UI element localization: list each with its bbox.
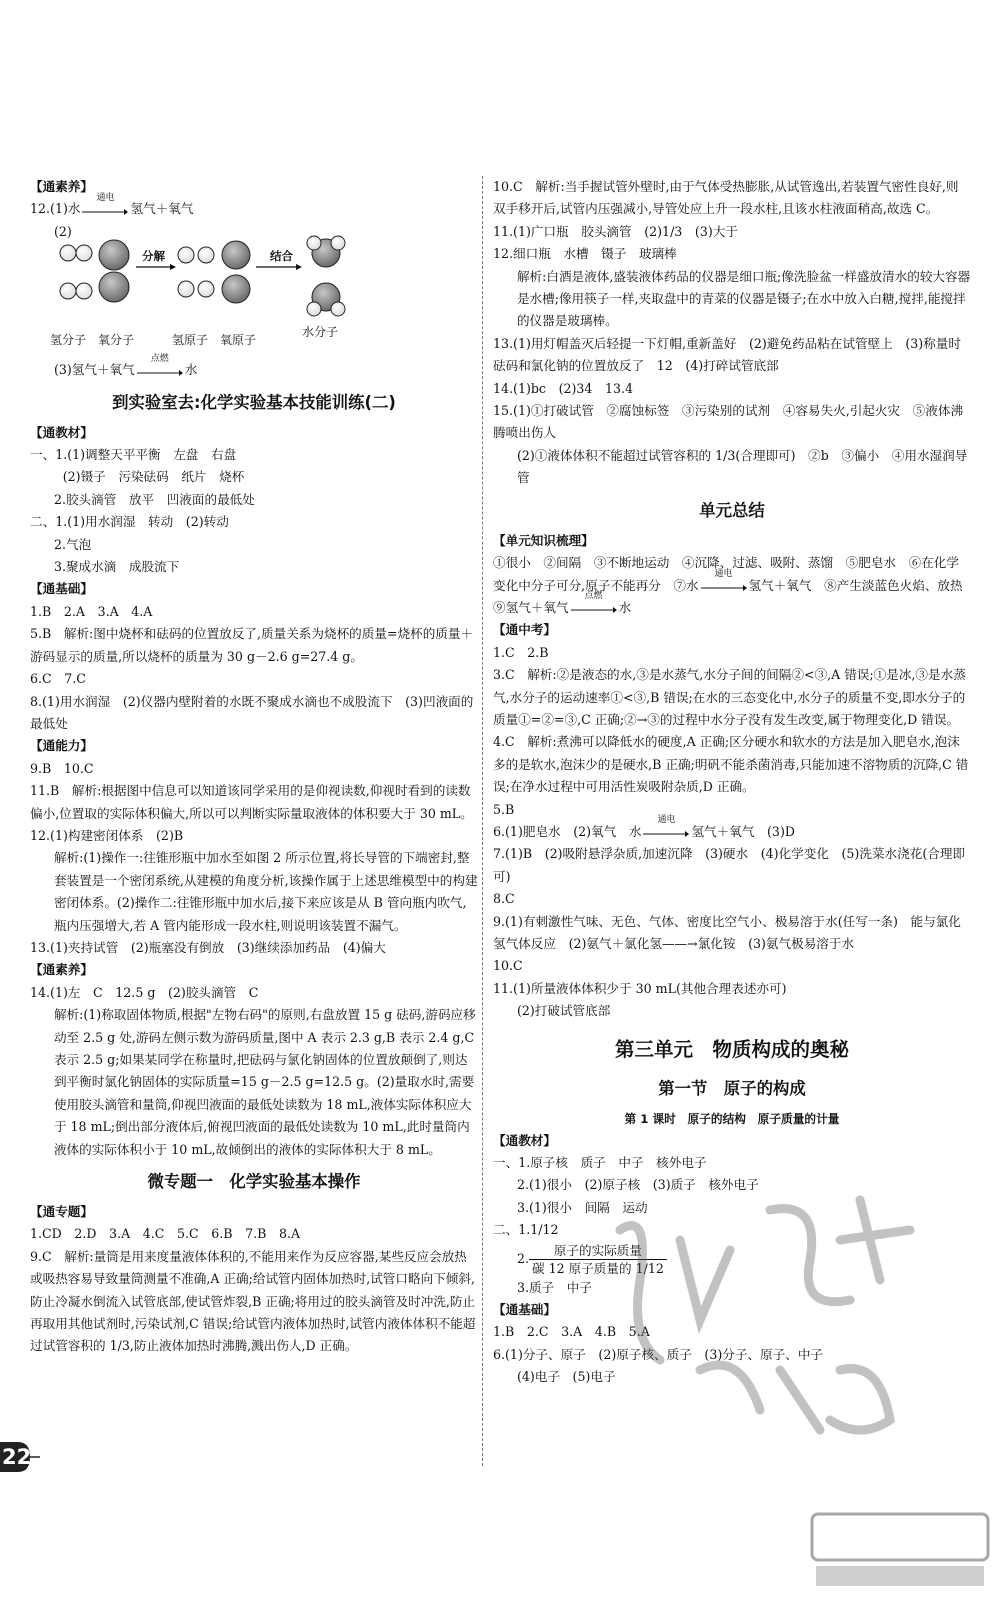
answer-text: 11.(1)广口瓶 胶头滴管 (2)1/3 (3)大于 [493,223,738,239]
section-tag: 【通能力】 [30,738,93,754]
answer-text: 11.B 解析:根据图中信息可以知道该同学采用的是仰视读数,仰视时看到的读数偏小,位置取的实际体积偏大,所以可以判断实际量取液体的体积要大于 30 mL。 [30,783,473,821]
step-label-combine: 结合 [270,249,293,264]
answer-text: 2.气泡 [53,536,92,552]
answer-text: 1.CD 2.D 3.A 4.C 5.C 6.B 7.B 8.A [30,1226,301,1242]
label-oxygen-atom: 氧原子 [220,333,257,348]
label-oxygen-molecule: 氧分子 [98,333,135,348]
answer-text: 8.C [493,891,515,907]
answer-text: 13.(1)用灯帽盖灭后轻提一下灯帽,重新盖好 (2)避免药品粘在试管壁上 (3)称量时砝码和氯化钠的位置放反了 12 (4)打碎试管底部 [493,335,961,374]
answer-text: 14.(1)左 C 12.5 g (2)胶头滴管 C [30,984,259,1000]
answer-text: 水 [184,362,198,378]
answer-text: (4)电子 (5)电子 [516,1369,616,1385]
answer-text: 一、1.(1)调整天平平衡 左盘 右盘 [30,447,237,463]
answer-text: 2.(1)很小 (2)原子核 (3)质子 核外电子 [516,1177,759,1193]
answer-text: (3)氢气＋氧气 [53,362,135,378]
answer-text: 1.B 2.A 3.A 4.A [30,603,153,619]
answer-text: 6.(1)分子、原子 (2)原子核、质子 (3)分子、原子、中子 [493,1346,824,1362]
answer-text: 12.(1)构建密闭体系 (2)B [30,827,184,843]
fraction-numerator: 原子的实际质量 [529,1242,667,1260]
label-water-molecule: 水分子 [302,325,339,340]
section-tag: 【通专题】 [30,1204,93,1220]
answer-text: 水 [618,599,632,615]
reaction-condition: 通电 [714,569,733,579]
corner-watermark-icon [810,1510,990,1590]
section-tag: 【通素养】 [30,962,93,978]
answer-text: 一、1.原子核 质子 中子 核外电子 [493,1155,707,1171]
section-tag: 【通基础】 [493,1302,556,1318]
answer-text: (2)镊子 污染砝码 纸片 烧杯 [62,469,245,485]
step-label-decompose: 分解 [142,249,165,264]
reaction-condition: 点燃 [150,353,169,364]
section-tag: 【通教材】 [493,1132,556,1148]
answer-text: 8.(1)用水润湿 (2)仪器内壁附着的水既不聚成水滴也不成股流下 (3)凹液面的最低处 [30,693,474,731]
answer-text: 10.C [493,958,523,974]
section-tag: 【通教材】 [30,424,93,440]
lesson-title: 第 1 课时 原子的结构 原子质量的计量 [624,1111,840,1126]
answer-text: 11.(1)所量液体体积少于 30 mL(其他合理表述亦可) [493,980,787,996]
answer-text: ①很小 ②间隔 ③不断地运动 ④沉降、过滤、吸附、蒸馏 ⑤肥皂水 ⑥在化学变化中分子可分,原子不能再分 ⑦水 [493,555,959,593]
section-title: 单元总结 [699,500,765,520]
reaction-arrow [137,353,183,379]
answer-text: 氢气＋氧气 (3)D [691,823,795,839]
reaction-arrow [82,192,128,218]
answer-text: 3.聚成水滴 成股流下 [53,559,180,575]
answer-text: 3.(1)很小 间隔 运动 [516,1199,648,1215]
section-title: 到实验室去:化学实验基本技能训练(二) [112,392,396,412]
answer-text: 解析:(1)称取固体物质,根据"左物右码"的原则,右盘放置 15 g 砝码,游码应移动至 2.5 g 处,游码左侧示数为游码质量,图中 A 表示 2.3 g,B 表示 2.4 g,C 表示 2.5 g;如果某同学在称量时,把砝码与氯化钠固体的位置放颠倒了,则达到平衡时氯化钠固体的实际质量=15 g－2.5 g=12.5 g。(2)量取水时,需要使用胶头滴管和量筒,仰视凹液面的最低处读数为 18 mL,液体实际体积应大于 18 mL;倒出部分液体后,俯视凹液面的最低处读数为 10 mL,此时量筒内液体的实际体积小于 10 mL,故倾倒出的液体的实际体积大于 8 mL。 [53,1007,476,1157]
answer-text: 3.质子 中子 [516,1279,592,1295]
answer-text: 2.胶头滴管 放平 凹液面的最低处 [53,491,255,507]
reaction-condition: 通电 [96,192,115,203]
answer-text: 1.C 2.B [493,644,549,660]
reaction-condition: 通电 [657,815,676,826]
answer-text: 氢气＋氧气 ⑧产生淡蓝色火焰、放热 ⑨氢气＋氧气 [493,577,976,615]
unit-title: 第三单元 物质构成的奥秘 [614,1037,849,1061]
reaction-arrow [643,815,689,840]
answer-text: 二、1.1/12 [493,1222,559,1238]
label-hydrogen-atom: 氢原子 [172,333,209,348]
answer-text: 6.C 7.C [30,671,86,687]
page-number [0,1440,40,1474]
section-tag: 【单元知识梳理】 [493,532,594,548]
page-number-text: 22 [2,1445,32,1469]
answer-text: 6.(1)肥皂水 (2)氧气 水 [493,823,642,839]
answer-text: 12.细口瓶 水槽 镊子 玻璃棒 [493,246,677,262]
answer-text: 2. [516,1250,529,1266]
answer-text: 解析:白酒是液体,盛装液体药品的仪器是细口瓶;像洗脸盆一样盛放清水的较大容器是水槽;像用筷子一样,夹取盘中的青菜的仪器是镊子;在水中放入白糖,搅拌,能搅拌的仪器是玻璃棒。 [516,268,971,329]
answer-text: 二、1.(1)用水润湿 转动 (2)转动 [30,514,229,530]
answer-text: 5.B 解析:图中烧杯和砝码的位置放反了,质量关系为烧杯的质量=烧杯的质量＋游码显示的质量,所以烧杯的质量为 30 g－2.6 g=27.4 g。 [30,626,474,664]
section-title: 第一节 原子的构成 [658,1078,806,1098]
answer-text: 13.(1)夹持试管 (2)瓶塞没有倒放 (3)继续添加药品 (4)偏大 [30,939,386,955]
molecule-diagram-figure [58,231,358,323]
section-tag: 【通素养】 [30,179,93,194]
answer-text: 1.B 2.C 3.A 4.B 5.A [493,1324,650,1340]
column-divider [482,176,483,1466]
answer-text: 9.(1)有刺激性气味、无色、气体、密度比空气小、极易溶于水(任写一条) 能与氯化氢气体反应 (2)氨气＋氯化氢——→氯化铵 (3)氨气极易溶于水 [493,913,961,951]
answer-text: (2) [53,223,72,239]
left-column [30,176,478,1358]
answer-text: 15.(1)①打破试管 ②腐蚀标签 ③污染别的试剂 ④容易失火,引起火灾 ⑤液体沸腾喷出伤人 [493,403,964,441]
answer-text: 3.C 解析:②是液态的水,③是水蒸气,水分子间的间隔②<③,A 错误;①是冰,③是水蒸气,水分子的运动速率①<③,B 错误;在水的三态变化中,水分子的质量不变,即水分子的质量①=②=③,C 正确;②→③的过程中水分子没有发生改变,属于物理变化,D 错误。 [493,667,966,727]
fraction-denominator: 碳 12 原子质量的 1/12 [531,1260,664,1276]
answer-text: 9.B 10.C [30,760,94,776]
reaction-arrow [571,591,617,616]
answer-text: 5.B [493,801,515,817]
answer-text: 7.(1)B (2)吸附悬浮杂质,加速沉降 (3)硬水 (4)化学变化 (5)洗菜水浇花(合理即可) [493,846,966,884]
answer-text: 解析:(1)操作一:往锥形瓶中加水至如图 2 所示位置,将长导管的下端密封,整套装置是一个密闭系统,从建模的角度分析,该操作属于上述思维模型中的构建密闭体系。(2)操作二:往锥形瓶中加水后,接下来应该是从 B 管向瓶内吹气,瓶内压强增大,若 A 管内能形成一段水柱,则说明该装置不漏气。 [53,850,478,933]
answer-text: 4.C 解析:煮沸可以降低水的硬度,A 正确;区分硬水和软水的方法是加入肥皂水,泡沫多的是软水,泡沫少的是硬水,B 正确;明矾不能杀菌消毒,只能加速不溶物质的沉降,C 错误;在净水过程中可用活性炭吸附杂质,D 正确。 [493,734,969,795]
reaction-condition: 点燃 [584,591,603,602]
answer-text: 氢气＋氧气 [130,201,194,217]
watermark-logo-icon [560,1170,980,1470]
section-tag: 【通中考】 [493,622,556,638]
answer-text: 12.(1)水 [30,201,81,217]
answer-text: (2)①液体体积不能超过试管容积的 1/3(合理即可) ②b ③偏小 ④用水湿润导管 [516,447,968,486]
answer-text: (2)打破试管底部 [516,1003,611,1019]
section-tag: 【通基础】 [30,581,93,597]
section-title: 微专题一 化学实验基本操作 [147,1172,361,1192]
answer-text: 14.(1)bc (2)34 13.4 [493,380,634,396]
answer-text: 9.C 解析:量筒是用来度量液体体积的,不能用来作为反应容器,某些反应会放热或吸热容易导致量筒测量不准确,A 正确;给试管内固体加热时,试管口略向下倾斜,防止冷凝水倒流入试管底部,使试管炸裂,B 正确;将用过的胶头滴管及时冲洗,防止再取用其他试剂时,污染试剂,C 错误;给试管内液体加热时,试管内液体体积不能超过试管容积的 1/3,防止液体加热时沸腾,溅出伤人,D 正确。 [30,1248,476,1354]
answer-text: 10.C 解析:当手握试管外壁时,由于气体受热膨胀,从试管逸出,若装置气密性良好,则双手移开后,试管内压强减小,导管处应上升一段水柱,且该水柱液面稍高,故选 C。 [493,179,959,217]
reaction-arrow [701,569,747,594]
label-hydrogen-molecule: 氢分子 [50,333,87,348]
molecule-diagram [50,243,478,359]
